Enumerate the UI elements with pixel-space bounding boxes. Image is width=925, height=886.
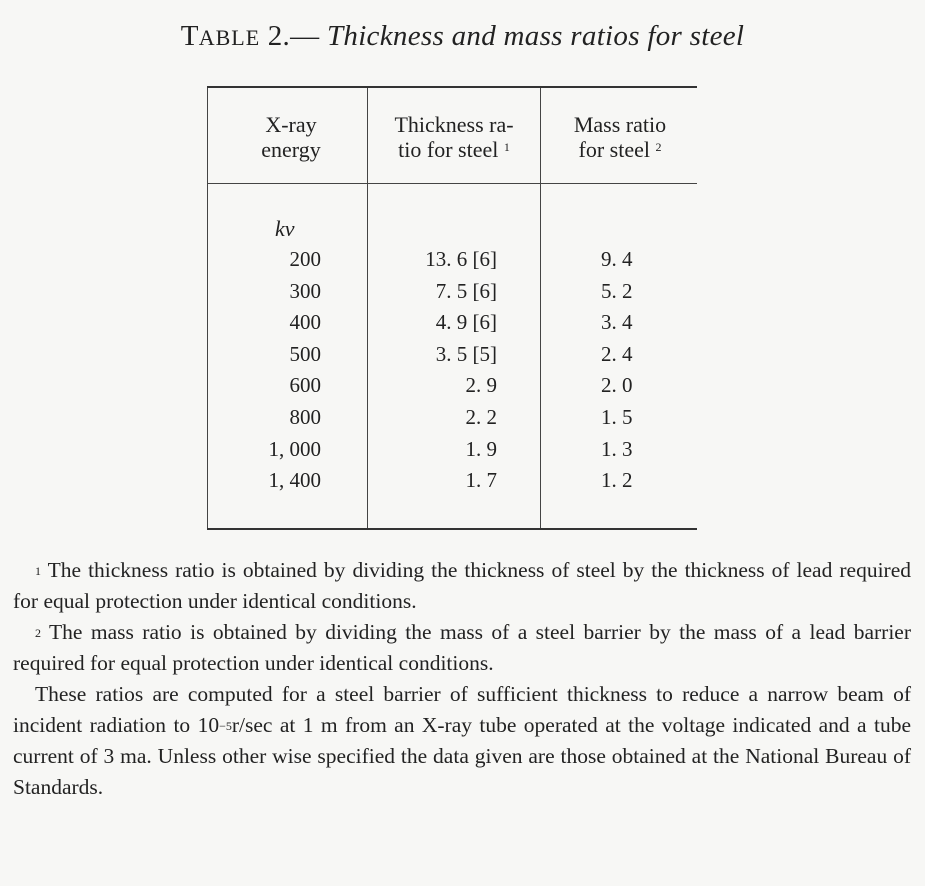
- header-rule: [207, 183, 697, 184]
- cell-energy: 400: [289, 310, 321, 335]
- table-title: [0, 20, 925, 53]
- header-mass-footnote-mark: 2: [655, 140, 662, 154]
- cell-mass: 1. 3: [601, 436, 633, 461]
- title-number: 2.—: [267, 20, 320, 52]
- table-row: [207, 465, 697, 497]
- energy-unit: kv: [275, 216, 295, 241]
- title-label-cap: T: [180, 20, 199, 52]
- table-row: [207, 370, 697, 402]
- title-caption: Thickness and mass ratios for steel: [326, 20, 745, 52]
- cell-mass: 9. 4: [601, 247, 633, 271]
- cell-thickness: 7. 5 [6]: [435, 278, 497, 303]
- header-thickness-line2: tio for steel: [398, 137, 499, 162]
- paragraph-exponent: −5: [219, 719, 232, 733]
- footnote-2-text: The mass ratio is obtained by dividing the mass of a steel barrier by the mass of a lead barrier required for equal protection under identical conditions.: [13, 620, 911, 675]
- paragraph-text-before: These ratios are computed for a steel barrier of sufficient thickness to reduce a narrow beam of incident radiation to 10: [13, 682, 911, 737]
- header-mass-line2: for steel: [578, 137, 650, 162]
- header-energy-line1: X-ray: [265, 112, 317, 137]
- ratio-table: [207, 86, 697, 530]
- table-row: [207, 276, 697, 308]
- cell-energy: 300: [289, 278, 321, 303]
- cell-energy: 200: [289, 247, 321, 271]
- cell-thickness: 4. 9 [6]: [435, 310, 497, 335]
- cell-thickness: 13. 6 [6]: [425, 247, 497, 271]
- footnote-2: [13, 617, 911, 679]
- cell-mass: 3. 4: [601, 310, 633, 335]
- cell-mass: 1. 5: [601, 404, 633, 429]
- header-thickness-line1: Thickness ra-: [394, 112, 514, 137]
- header-thickness-footnote-mark: 1: [503, 140, 510, 154]
- header-energy: [227, 112, 355, 162]
- cell-energy: 600: [289, 373, 321, 398]
- cell-energy: 1, 000: [268, 436, 321, 461]
- cell-thickness: 3. 5 [5]: [435, 341, 497, 366]
- cell-thickness: 1. 7: [465, 468, 497, 493]
- table-row: [207, 244, 697, 276]
- cell-mass: 1. 2: [601, 468, 633, 493]
- table-row: [207, 307, 697, 339]
- header-mass-line1: Mass ratio: [573, 112, 667, 137]
- title-label-small: ABLE: [198, 25, 261, 50]
- footnotes-section: [13, 555, 911, 803]
- paragraph-text-after: r/sec at 1 m from an X-ray tube operated at the voltage indicated and a tube current of 3 ma. Unless other wise specified the data given are those obtained at the National Bureau of Standards.: [13, 713, 911, 799]
- footnote-1-mark: 1: [35, 564, 41, 578]
- cell-mass: 2. 4: [601, 341, 633, 366]
- cell-mass: 5. 2: [601, 278, 633, 303]
- header-thickness: [369, 112, 539, 162]
- table-row: [207, 339, 697, 371]
- table-row: [207, 434, 697, 466]
- table-row: [207, 402, 697, 434]
- cell-thickness: 2. 2: [465, 404, 497, 429]
- cell-energy: 500: [289, 341, 321, 366]
- cell-thickness: 2. 9: [465, 373, 497, 398]
- footnote-2-mark: 2: [35, 626, 41, 640]
- footnote-1: [13, 555, 911, 617]
- table-body: [207, 244, 697, 497]
- cell-mass: 2. 0: [601, 373, 633, 398]
- cell-thickness: 1. 9: [465, 436, 497, 461]
- header-energy-line2: energy: [261, 137, 321, 162]
- footnote-1-text: The thickness ratio is obtained by dividing the thickness of steel by the thickness of lead required for equal protection under identical conditions.: [13, 558, 911, 613]
- header-mass: [543, 112, 697, 162]
- cell-energy: 800: [289, 404, 321, 429]
- cell-energy: 1, 400: [268, 468, 321, 493]
- explanatory-paragraph: [13, 679, 911, 803]
